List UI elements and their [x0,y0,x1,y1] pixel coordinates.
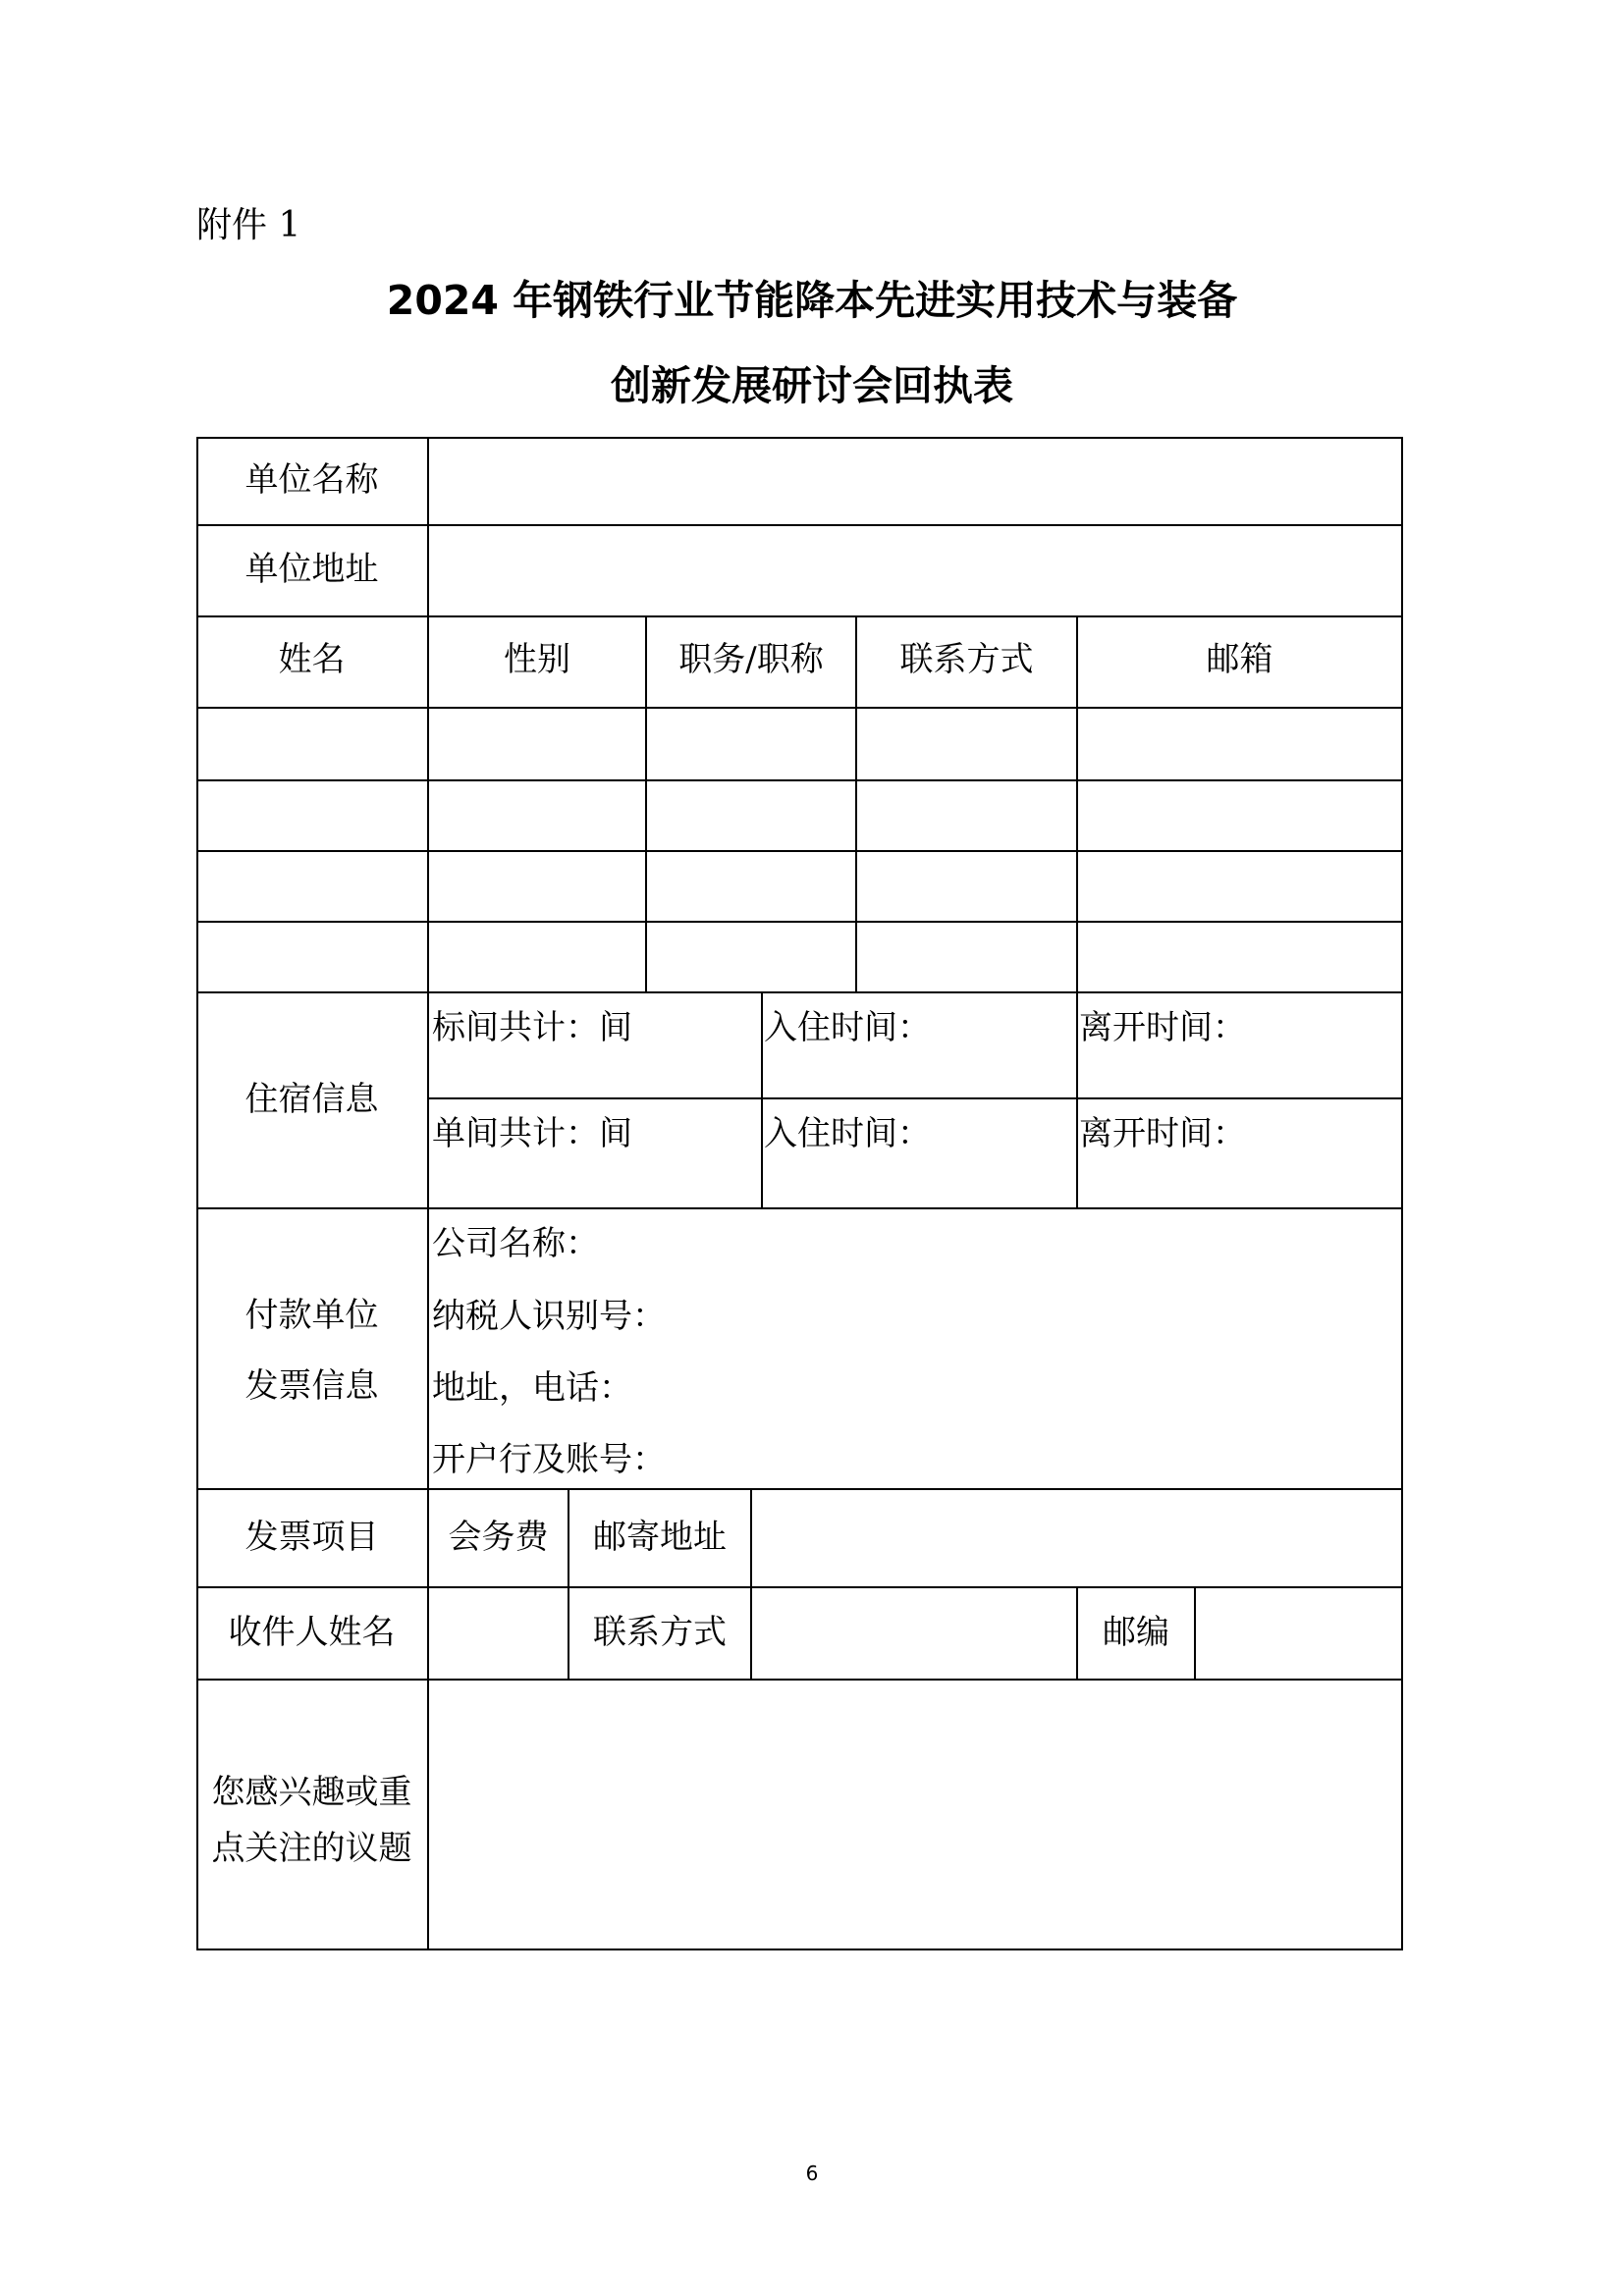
row-divider [196,779,1403,781]
column-divider [761,991,763,1207]
topics-label-line2: 点关注的议题 [211,1829,412,1868]
table-border-right [1401,437,1403,1950]
recipient-name-input[interactable] [429,1588,568,1679]
lodging-label: 住宿信息 [244,1080,379,1119]
position-column-header: 职务/职称 [678,640,824,679]
row-divider [427,1097,1403,1099]
postcode-input[interactable] [1196,1588,1401,1679]
taxpayer-id-field: 纳税人识别号： [432,1297,666,1336]
gender-column-header: 性别 [504,640,570,679]
registration-form-table [196,437,1403,1950]
invoice-info-label-line2: 发票信息 [244,1366,379,1406]
email-column-header: 邮箱 [1206,640,1273,679]
mailing-address-input[interactable] [752,1490,1401,1586]
unit-address-label: 单位地址 [244,550,379,589]
standard-rooms-label: 标间共计：间 [432,1008,632,1047]
check-out-label: 离开时间： [1079,1008,1246,1047]
name-column-header: 姓名 [278,640,346,679]
row-divider [196,921,1403,923]
attachment-label: 附件 1 [196,205,301,245]
invoice-item-label: 发票项目 [244,1518,379,1557]
address-phone-field: 地址，电话： [432,1368,632,1408]
bank-account-field: 开户行及账号： [432,1440,666,1479]
row-divider [196,850,1403,852]
single-rooms-label: 单间共计：间 [432,1114,632,1153]
check-in-label: 入住时间： [764,1114,931,1153]
company-name-field: 公司名称： [432,1224,599,1263]
unit-name-input[interactable] [429,439,1401,524]
contact-column-header: 联系方式 [899,640,1034,679]
check-out-label: 离开时间： [1079,1114,1246,1153]
row-divider [196,991,1403,993]
form-title-line2: 创新发展研讨会回执表 [611,362,1013,409]
topics-label-line1: 您感兴趣或重 [211,1773,412,1812]
recipient-contact-input[interactable] [752,1588,1076,1679]
unit-address-input[interactable] [429,526,1401,615]
meeting-fee-label: 会务费 [448,1518,549,1557]
recipient-contact-label: 联系方式 [593,1613,727,1652]
postcode-label: 邮编 [1103,1613,1169,1652]
table-border-bottom [196,1949,1403,1950]
unit-name-label: 单位名称 [244,460,379,500]
mailing-address-label: 邮寄地址 [593,1518,727,1557]
column-divider [1076,991,1078,1207]
invoice-info-label-line1: 付款单位 [244,1296,379,1335]
topics-input[interactable] [429,1681,1401,1949]
row-divider [196,615,1403,617]
page-number: 6 [805,2162,819,2185]
row-divider [196,1207,1403,1209]
row-divider [196,707,1403,709]
form-title-line1: 2024 年钢铁行业节能降本先进实用技术与装备 [386,277,1238,324]
recipient-name-label: 收件人姓名 [228,1613,396,1652]
check-in-label: 入住时间： [764,1008,931,1047]
